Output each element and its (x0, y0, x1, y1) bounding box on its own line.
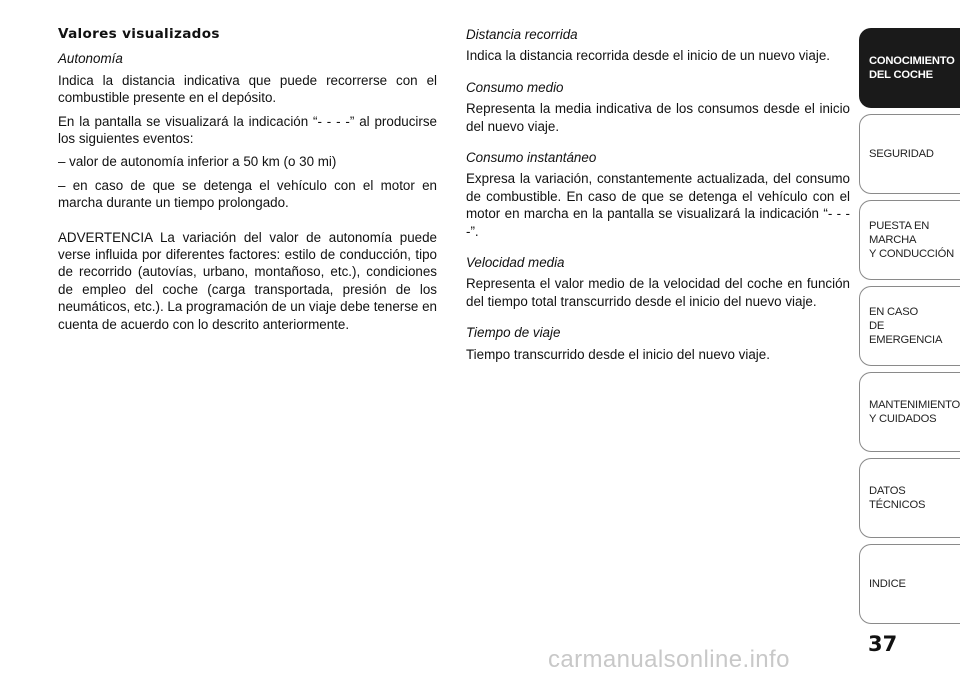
velocidad-media-text: Representa el valor medio de la velocidad del coche en función del tiempo total transcurrido desde el inicio del nuevo viaje. (466, 276, 850, 309)
tab-label: EN CASO DE EMERGENCIA (869, 306, 943, 346)
left-column (58, 26, 437, 333)
tab-label: DATOS TÉCNICOS (869, 485, 926, 511)
autonomia-paragraph: Indica la distancia indicativa que puede recorrerse con el combustible presente en el depósito. (58, 72, 437, 106)
tab-label: MANTENIMIENTO Y CUIDADOS (869, 399, 960, 425)
tab-label: PUESTA EN MARCHA Y CONDUCCIÓN (869, 220, 955, 260)
right-column (466, 26, 850, 363)
tab-indice[interactable] (859, 544, 960, 624)
tiempo-viaje-heading: Tiempo de viaje (466, 325, 561, 341)
tab-mantenimiento[interactable] (859, 372, 960, 452)
advertencia-paragraph: ADVERTENCIA La variación del valor de autonomía puede verse influida por diferentes factores: estilo de conducción, tipo de recorrido (autovías, urbano, montañoso, etc.), condiciones de empleo del coche (carga transportada, presión de los neumáticos, etc.). La programación de un viaje debe tenerse en cuenta de acuerdo con lo descrito anteriormente. (58, 229, 437, 332)
tab-conocimiento-del-coche[interactable] (859, 28, 960, 108)
tab-puesta-en-marcha[interactable] (859, 200, 960, 280)
tab-label: SEGURIDAD (869, 148, 934, 160)
autonomia-heading: Autonomía (58, 51, 123, 67)
consumo-medio-heading: Consumo medio (466, 79, 564, 95)
distancia-heading: Distancia recorrida (466, 27, 578, 42)
tiempo-viaje-text: Tiempo transcurrido desde el inicio del nuevo viaje. (466, 346, 770, 362)
event-item-2: – en caso de que se detenga el vehículo con el motor en marcha durante un tiempo prolongado. (58, 177, 437, 211)
page-number: 37 (868, 632, 898, 656)
section-title: Valores visualizados (58, 26, 220, 42)
chapter-tabs (859, 28, 960, 628)
display-indication-paragraph: En la pantalla se visualizará la indicación “- - - -” al producirse los siguientes eventos: (58, 113, 437, 147)
tab-label: CONOCIMIENTO DEL COCHE (869, 55, 955, 81)
consumo-instantaneo-text: Expresa la variación, constantemente actualizada, del consumo de combustible. En caso de que se detenga el vehículo con el motor en marcha en la pantalla se visualizará la indicación “- - - -”. (466, 171, 850, 239)
tab-datos-tecnicos[interactable] (859, 458, 960, 538)
consumo-medio-text: Representa la media indicativa de los consumos desde el inicio del nuevo viaje. (466, 101, 850, 134)
tab-en-caso-de-emergencia[interactable] (859, 286, 960, 366)
velocidad-media-heading: Velocidad media (466, 255, 565, 271)
tab-label: INDICE (869, 578, 906, 590)
consumo-instantaneo-heading: Consumo instantáneo (466, 150, 597, 166)
event-item-1: – valor de autonomía inferior a 50 km (o 30 mi) (58, 154, 337, 170)
tab-seguridad[interactable] (859, 114, 960, 194)
watermark: carmanualsonline.info (548, 646, 790, 673)
distancia-text: Indica la distancia recorrida desde el inicio de un nuevo viaje. (466, 48, 830, 64)
